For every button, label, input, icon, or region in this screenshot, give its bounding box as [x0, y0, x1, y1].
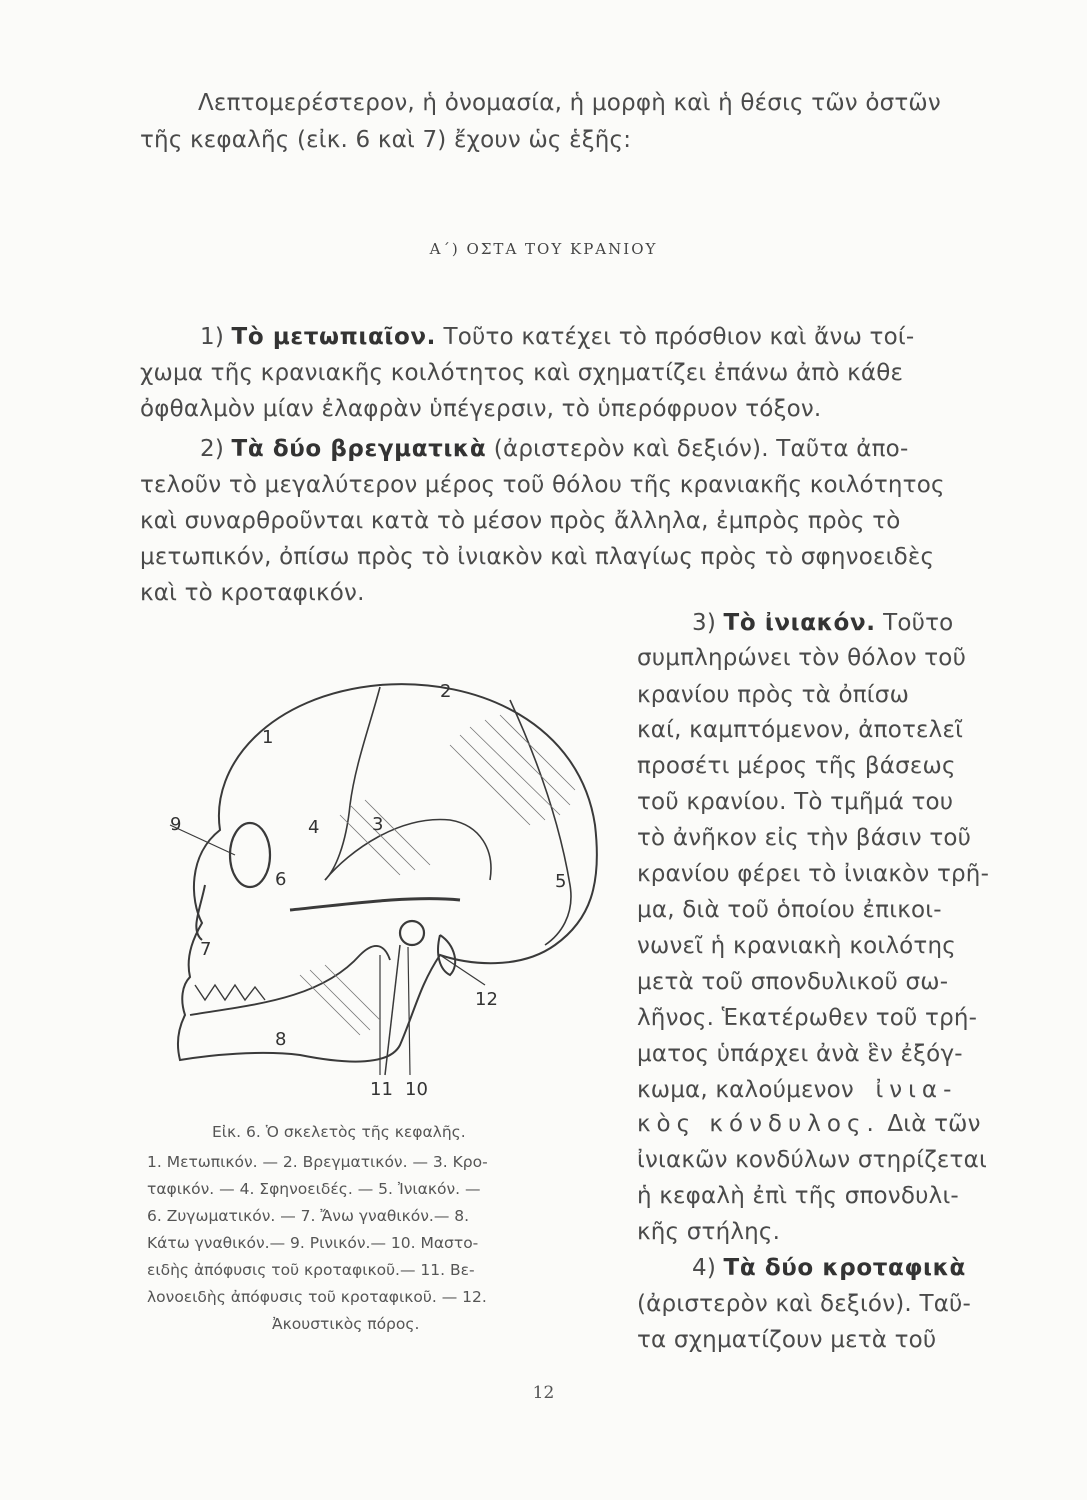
item3-line-14	[637, 1109, 981, 1139]
figure-caption-line: 1. Μετωπικόν. — 2. Βρεγματικόν. — 3. Κρο-	[147, 1153, 488, 1171]
figure-label: 8	[275, 1029, 287, 1050]
item2-line-2: τελοῦν τὸ μεγαλύτερον μέρος τοῦ θόλου τῆς κρανιακῆς κοιλότητος	[140, 472, 945, 498]
figure-caption-line: 6. Ζυγωματικόν. — 7. Ἄνω γναθικόν.— 8.	[147, 1207, 470, 1225]
item3-line-15: ἰνιακῶν κονδύλων στηρίζεται	[637, 1147, 987, 1173]
item4-title: Τὰ δύο κροταφικὰ	[723, 1255, 966, 1281]
item3-line: μα, διὰ τοῦ ὁποίου ἐπικοι-	[637, 897, 942, 923]
figure-label: 4	[308, 817, 320, 838]
item2-line-1	[200, 434, 908, 464]
figure-caption-last: Ἀκουστικὸς πόρος.	[272, 1315, 420, 1333]
item3-line-17: κῆς στήλης.	[637, 1219, 781, 1245]
item1-line-3: ὀφθαλμὸν μίαν ἐλαφρὰν ὑπέγερσιν, τὸ ὑπερόφρυον τόξον.	[140, 396, 822, 422]
item3-text: Τοῦτο	[883, 610, 954, 636]
item3-line: προσέτι μέρος τῆς βάσεως	[637, 753, 956, 779]
figure-label: 1	[262, 727, 274, 748]
figure-label: 12	[475, 989, 498, 1010]
item4-line-1	[692, 1253, 966, 1283]
figure-caption-line: λονοειδὴς ἀπόφυσις τοῦ κροταφικοῦ. — 12.	[147, 1288, 487, 1306]
item3-spaced-term-a: ἰνια-	[875, 1077, 958, 1103]
item3-line-16: ἡ κεφαλὴ ἐπὶ τῆς σπονδυλι-	[637, 1183, 959, 1209]
item1-title: Τὸ μετωπιαῖον.	[231, 324, 436, 350]
item3-line: νωνεῖ ἡ κρανιακὴ κοιλότης	[637, 933, 956, 959]
item1-line-1	[200, 322, 914, 352]
item3-line-13	[637, 1075, 957, 1105]
item1-line-2: χωμα τῆς κρανιακῆς κοιλότητος καὶ σχηματίζει ἐπάνω ἀπὸ κάθε	[140, 360, 904, 386]
figure-caption-line: ταφικόν. — 4. Σφηνοειδές. — 5. Ἰνιακόν. —	[147, 1180, 481, 1198]
item3-line-1	[692, 608, 953, 638]
item2-line-3: καὶ συναρθροῦνται κατὰ τὸ μέσον πρὸς ἄλληλα, ἐμπρὸς πρὸς τὸ	[140, 508, 901, 534]
item3-line: καί, καμπτόμενον, ἀποτελεῖ	[637, 717, 964, 743]
item3-line: λῆνος. Ἑκατέρωθεν τοῦ τρή-	[637, 1005, 978, 1031]
item3-line: τοῦ κρανίου. Τὸ τμῆμά του	[637, 789, 954, 815]
item3-line: τὸ ἀνῆκον εἰς τὴν βάσιν τοῦ	[637, 825, 972, 851]
item4-line-3: τα σχηματίζουν μετὰ τοῦ	[637, 1327, 937, 1353]
item3-spaced-term-b: κὸς κόνδυλος.	[637, 1111, 880, 1137]
item3-line: συμπληρώνει τὸν θόλον τοῦ	[637, 645, 967, 671]
item3-line: μετὰ τοῦ σπονδυλικοῦ σω-	[637, 969, 949, 995]
item3-line: ματος ὑπάρχει ἀνὰ ἓν ἐξόγ-	[637, 1041, 963, 1067]
figure-label: 5	[555, 871, 567, 892]
item1-number: 1)	[200, 324, 225, 350]
figure-label: 9	[170, 814, 182, 835]
item3-title: Τὸ ἰνιακόν.	[723, 610, 876, 636]
figure-label: 6	[275, 869, 287, 890]
intro-line-1: Λεπτομερέστερον, ἡ ὀνομασία, ἡ μορφὴ καὶ ἡ θέσις τῶν ὀστῶν	[198, 90, 941, 116]
item2-title: Τὰ δύο βρεγματικὰ	[231, 436, 487, 462]
item3-number: 3)	[692, 610, 717, 636]
item1-text: Τοῦτο κατέχει τὸ πρόσθιον καὶ ἄνω τοί-	[443, 324, 915, 350]
item2-number: 2)	[200, 436, 225, 462]
figure-caption-line: ειδὴς ἀπόφυσις τοῦ κροταφικοῦ.— 11. Βε-	[147, 1261, 475, 1279]
item3-line: κρανίου πρὸς τὰ ὀπίσω	[637, 682, 910, 708]
page-number: 12	[532, 1383, 555, 1403]
skull-outline	[178, 684, 597, 1061]
skull-illustration	[150, 655, 610, 1110]
item2-line-4: μετωπικόν, ὀπίσω πρὸς τὸ ἰνιακὸν καὶ πλαγίως πρὸς τὸ σφηνοειδὲς	[140, 544, 935, 570]
item4-number: 4)	[692, 1255, 717, 1281]
figure-caption-title: Εἰκ. 6. Ὁ σκελετὸς τῆς κεφαλῆς.	[212, 1123, 466, 1141]
item3-line: κρανίου φέρει τὸ ἰνιακὸν τρῆ-	[637, 861, 990, 887]
item2-line-5: καὶ τὸ κροταφικόν.	[140, 580, 365, 606]
figure-label: 3	[372, 814, 384, 835]
figure-label: 7	[200, 939, 212, 960]
item4-line-2: (ἀριστερὸν καὶ δεξιόν). Ταῦ-	[637, 1291, 972, 1317]
figure-caption-line: Κάτω γναθικόν.— 9. Ρινικόν.— 10. Μαστο-	[147, 1234, 479, 1252]
figure-label: 10	[405, 1079, 428, 1100]
section-heading: Α΄) ΟΣΤΑ ΤΟΥ ΚΡΑΝΙΟΥ	[429, 240, 658, 258]
figure-label: 2	[440, 681, 452, 702]
figure-label: 11	[370, 1079, 393, 1100]
item3-line-text: κωμα, καλούμενον	[637, 1077, 854, 1103]
intro-line-2: τῆς κεφαλῆς (εἰκ. 6 καὶ 7) ἔχουν ὡς ἑξῆς:	[140, 127, 632, 153]
item3-line-text: Διὰ τῶν	[887, 1111, 981, 1137]
item2-text: (ἀριστερὸν καὶ δεξιόν). Ταῦτα ἀπο-	[493, 436, 909, 462]
